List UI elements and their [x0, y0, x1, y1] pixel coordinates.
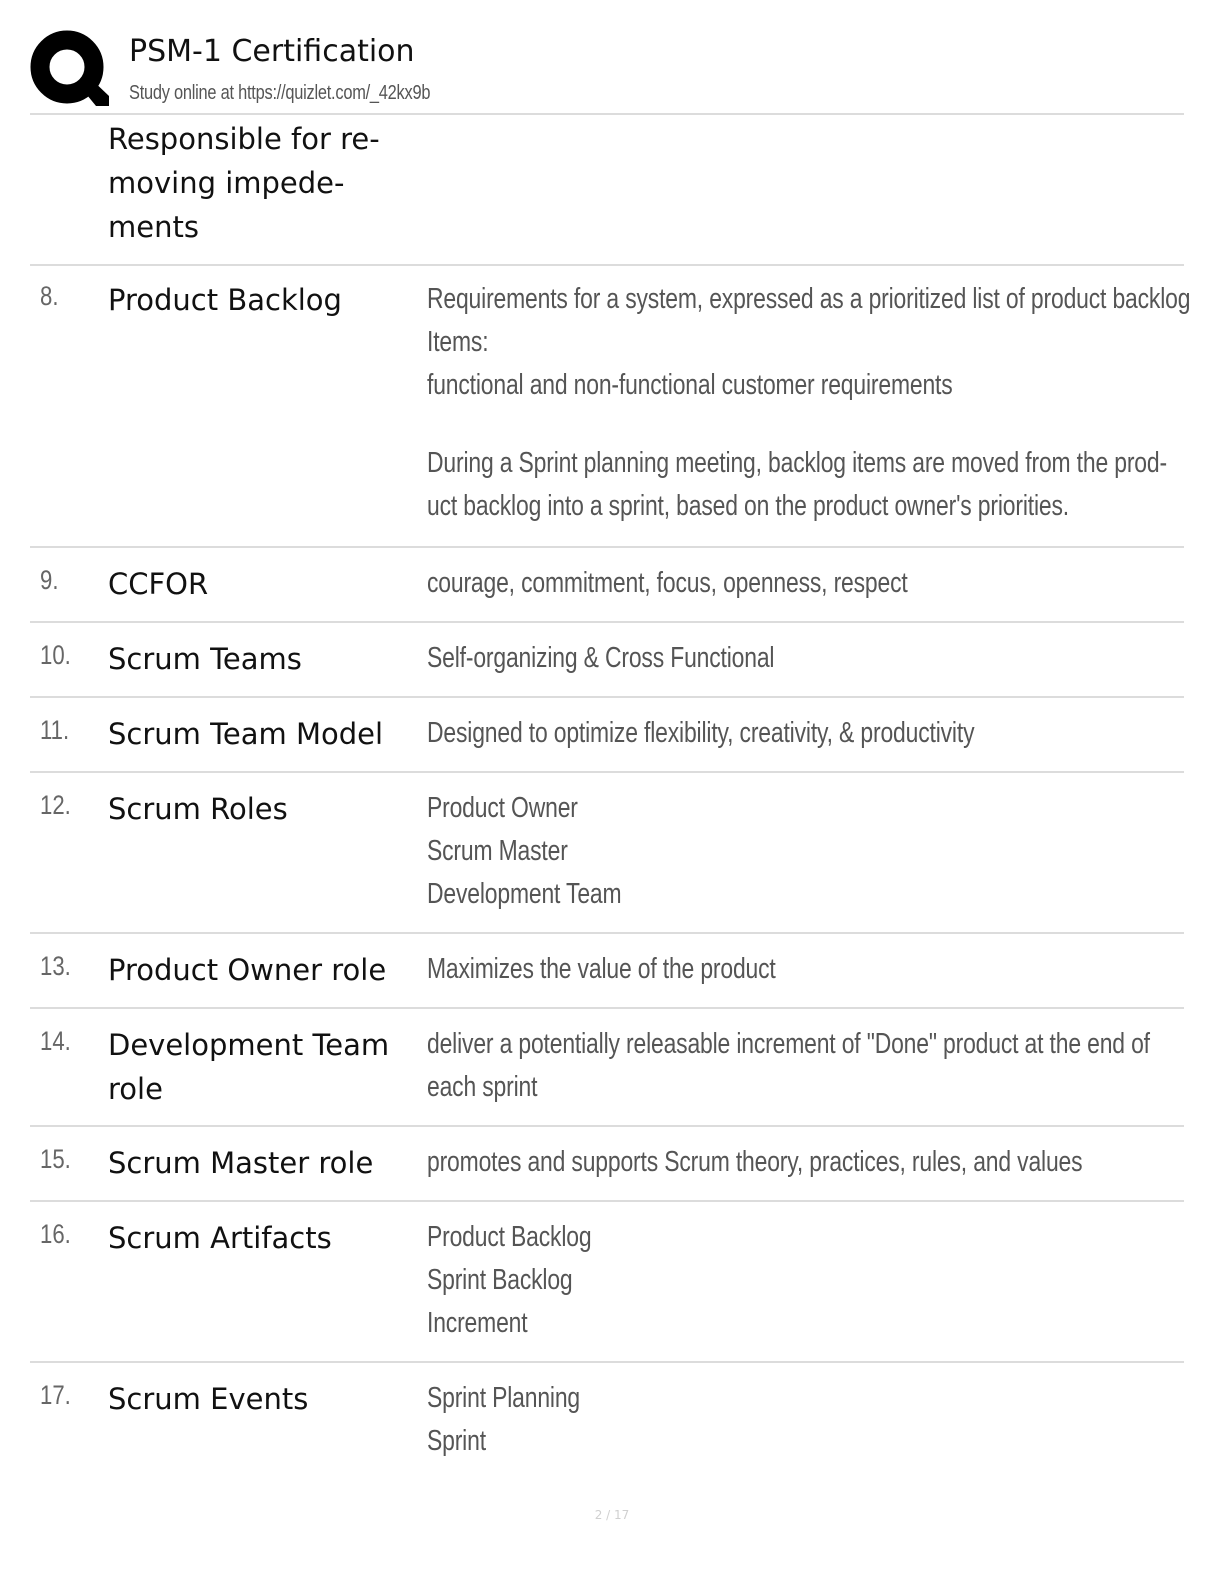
table-row: [30, 773, 1184, 934]
definition: Designed to optimize flexibility, creativity, & productivity: [427, 717, 975, 749]
table-row: [30, 266, 1191, 548]
term: Scrum Master role: [108, 1146, 374, 1180]
quizlet-logo-icon: [30, 30, 110, 110]
table-row: [30, 934, 1184, 1009]
header: [30, 30, 1184, 114]
table-row: [30, 623, 1184, 698]
page-number: 2 / 17: [594, 1508, 630, 1522]
row-number: 12.: [40, 790, 71, 820]
table-row: [30, 115, 1184, 266]
definition: promotes and supports Scrum theory, practices, rules, and values: [427, 1146, 1083, 1178]
table-row: [30, 548, 1184, 623]
row-number: 9.: [40, 565, 59, 595]
definition: Self-organizing & Cross Functional: [427, 642, 775, 674]
table-row: [30, 1202, 1184, 1363]
table-row: [30, 1363, 1184, 1473]
definition: Requirements for a system, expressed as a prioritized list of product backlog Items: functional and non-functional customer requirements During a Sprint planning meeting, backlog items are moved from the prod- uct backlog into a sprint, based on the product owner's priorities.: [427, 283, 1191, 522]
definition: Product Backlog Sprint Backlog Increment: [427, 1221, 592, 1339]
page-title: PSM-1 Certification: [129, 34, 415, 69]
definition: courage, commitment, focus, openness, respect: [427, 567, 908, 599]
study-link[interactable]: Study online at https://quizlet.com/_42kx9b: [129, 82, 431, 104]
row-number: 13.: [40, 951, 71, 981]
term: Responsible for re- moving impede- ments: [108, 122, 380, 244]
row-number: 15.: [40, 1144, 71, 1174]
row-number: 14.: [40, 1026, 71, 1056]
definition: Maximizes the value of the product: [427, 953, 776, 985]
row-number: 10.: [40, 640, 71, 670]
table-row: [30, 698, 1184, 773]
term: Scrum Events: [108, 1382, 309, 1416]
term: Development Team role: [108, 1028, 390, 1106]
term: CCFOR: [108, 567, 209, 601]
row-number: 17.: [40, 1380, 71, 1410]
definition: Product Owner Scrum Master Development Team: [427, 792, 622, 910]
definition: Sprint Planning Sprint: [427, 1382, 581, 1457]
definition: deliver a potentially releasable increment of "Done" product at the end of each sprint: [427, 1028, 1150, 1103]
table-row: [30, 1009, 1184, 1127]
term: Scrum Roles: [108, 792, 288, 826]
term: Scrum Team Model: [108, 717, 384, 751]
row-number: 16.: [40, 1219, 71, 1249]
table-row: [30, 1127, 1184, 1202]
term: Product Owner role: [108, 953, 387, 987]
term: Scrum Artifacts: [108, 1221, 332, 1255]
row-number: 8.: [40, 281, 59, 311]
row-number: 11.: [40, 715, 70, 745]
term: Scrum Teams: [108, 642, 302, 676]
flashcard-list: [30, 115, 1191, 1473]
term: Product Backlog: [108, 283, 342, 317]
